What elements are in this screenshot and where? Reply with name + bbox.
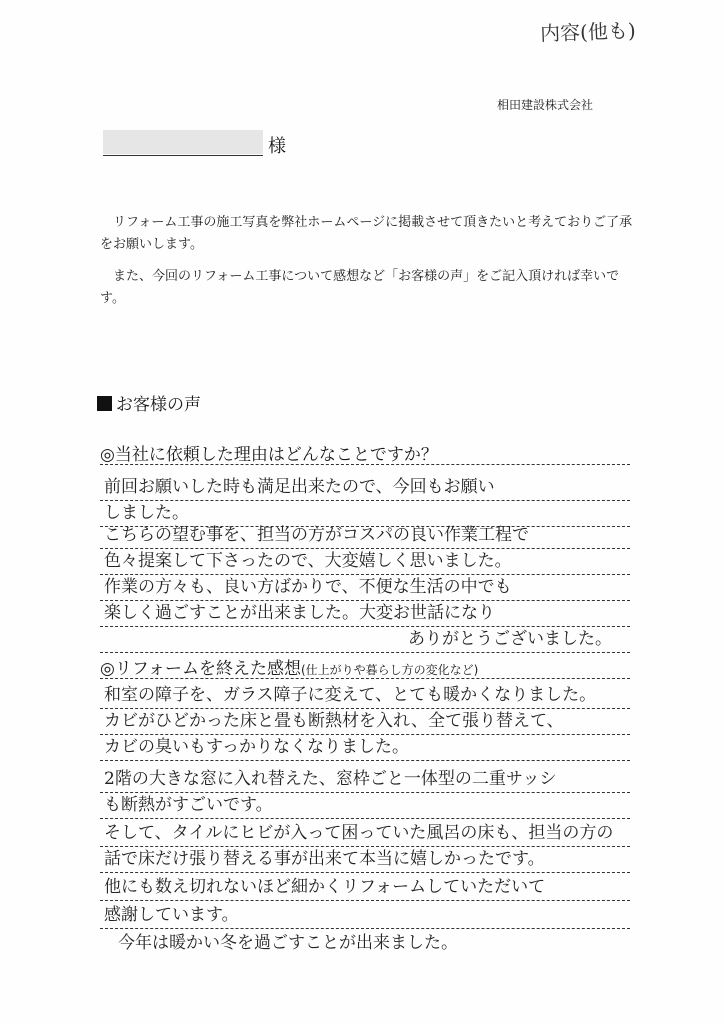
answer-rule [100, 900, 630, 901]
section-title [97, 390, 201, 415]
answer-2-line: カビの臭いもすっかりなくなりました。 [104, 737, 409, 757]
recipient-underline [103, 155, 263, 156]
answer-1-line: ありがとうございました。 [408, 629, 612, 649]
intro-paragraph-1: リフォーム工事の施工写真を弊社ホームページに掲載させて頂きたいと考えておりご了承をお願いします。 [100, 215, 633, 252]
answer-2-line: 今年は暖かい冬を過ごすことが出来ました。 [118, 933, 458, 953]
answer-1-line: しました。 [104, 503, 189, 523]
answer-rule [100, 760, 630, 761]
answer-1-line: 作業の方々も、良い方ばかりで、不便な生活の中でも [104, 577, 512, 597]
answer-1-line: 前回お願いした時も満足出来たので、今回もお願い [104, 477, 495, 497]
answer-2-line: 和室の障子を、ガラス障子に変えて、とても暖かくなりました。 [104, 685, 597, 705]
answer-2-line: も断熱がすごいです。 [104, 795, 273, 815]
answer-2-line: 感謝しています。 [104, 905, 239, 925]
answer-2-line: 2階の大きな窓に入れ替えた、窓枠ごと一体型の二重サッシ [104, 769, 557, 789]
question-2-rule [100, 678, 630, 679]
answer-rule [100, 652, 630, 653]
answer-2-line: カビがひどかった床と畳も断熱材を入れ、全て張り替えて、 [104, 711, 564, 731]
answer-2-line: そして、タイルにヒビが入って困っていた風呂の床も、担当の方の [104, 823, 614, 843]
answer-rule [100, 928, 630, 929]
recipient-honorific: 様 [268, 136, 286, 157]
answer-1-line: こちらの望む事を、担当の方がコスパの良い作業工程で [104, 525, 529, 545]
answer-rule [100, 872, 630, 873]
company-name: 相田建設株式会社 [497, 98, 594, 112]
question-2-label [100, 654, 478, 679]
question-1-rule [100, 464, 630, 465]
answer-1-line: 楽しく過ごすことが出来ました。大変お世話になり [104, 603, 495, 623]
intro-paragraph-2: また、今回のリフォーム工事について感想など「お客様の声」をご記入頂ければ幸いです。 [100, 269, 620, 306]
answer-2-line: 話で床だけ張り替える事が出来て本当に嬉しかったです。 [104, 849, 545, 869]
question-2-label-note: (仕上がりや暮らし方の変化など) [300, 663, 479, 677]
corner-note: 内容(他も) [539, 18, 637, 46]
answer-rule [100, 818, 630, 819]
answer-2-line: 他にも数え切れないほど細かくリフォームしていただいて [104, 877, 546, 897]
question-1-label: ◎当社に依頼した理由はどんなことですか？ [100, 445, 438, 465]
answer-1-line: 色々提案して下さったので、大変嬉しく思いました。 [104, 551, 512, 571]
section-title-text: お客様の声 [116, 395, 201, 415]
black-square-icon [97, 396, 112, 411]
recipient-name-redacted [103, 130, 263, 154]
question-2-label-text: ◎リフォームを終えた感想 [100, 659, 301, 679]
